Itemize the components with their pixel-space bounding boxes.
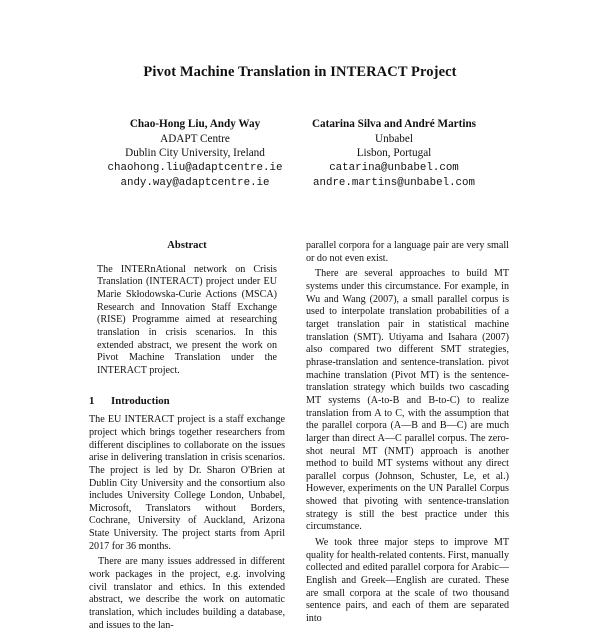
author-affiliation: ADAPT Centre [160,132,230,145]
author-names: Chao-Hong Liu, Andy Way [129,118,261,130]
section-title: Introduction [111,394,170,407]
body-paragraph: The EU INTERACT project is a staff exchange project which brings together researchers from different disciplines to collaborate on the issues arise in delivering translation in crisis scenarios. The project is led by Dr. Sharon O'Brien at Dublin City University and the consortium also includes University College London, Unbabel, Microsoft, Translators without Borders, Cochrane, University of Auckland, Arizona State University. The project starts from April 2017 for 36 months. [89,414,285,552]
section-heading [89,395,285,408]
author-email: catarina@unbabel.com [329,161,459,174]
author-affiliation: Unbabel [375,132,413,145]
author-block-left [90,117,300,191]
author-email: andy.way@adaptcentre.ie [120,176,270,189]
paper-title: Pivot Machine Translation in INTERACT Project [143,64,457,80]
body-paragraph: There are many issues addressed in different work packages in the project, e.g. involving civil translator and ethics. In this extended abstract, we describe the work on automatic translation, which includes building a database, and issues to the lan- [89,556,285,631]
body-paragraph: parallel corpora for a language pair are very small or do not even exist. [306,240,509,264]
author-institution: Dublin City University, Ireland [125,147,265,160]
left-column [89,240,285,632]
author-email: andre.martins@unbabel.com [313,176,475,189]
author-names: Catarina Silva and André Martins [311,118,477,130]
body-paragraph: We took three major steps to improve MT quality for health-related contents. First, manually collected and edited parallel corpora for Arabic—English and Greek—English are curated. These are small corpora at the scale of two thousand sentence pairs, and each of them are separated into [306,537,509,625]
abstract-text: The INTERnAtional network on Crisis Translation (INTERACT) project under EU Marie Skłodowska-Curie Actions (MSCA) Research and Innovation Staff Exchange (RISE) Programme aimed at researching translation in crisis scenarios. In this extended abstract, we present the work on Pivot Machine Translation under the INTERACT project. [97,263,277,376]
author-email: chaohong.liu@adaptcentre.ie [107,161,283,174]
author-location: Lisbon, Portugal [356,147,432,160]
body-paragraph: There are several approaches to build MT systems under this circumstance. For example, in Wu and Wang (2007), a small parallel corpus is used to interpolate translation probabilities of a target translation pair in statistical machine translation (SMT). Utiyama and Isahara (2007) also compared two different SMT strategies, phrase-translation and sentence-translation. pivot machine translation (Pivot MT) is the sentence-translation strategy which builds two cascading MT systems (A-to-B and B-to-C) to realize translation from A to C, with the assumption that the parallel corpora (A—B and B—C) are much larger than direct A—C parallel corpus. The zero-shot neural MT (NMT) approach is another method to build MT systems without any direct parallel corpus (Johnson, Schuster, Le, et al.) However, experiments on the UN Parallel Corpus showed that pivoting with sentence-translation strategy is still the best practice under this circumstance. [306,268,509,533]
author-block-right [294,117,494,191]
right-column [306,240,509,626]
abstract-heading: Abstract [167,240,207,251]
section-number: 1 [89,394,95,407]
